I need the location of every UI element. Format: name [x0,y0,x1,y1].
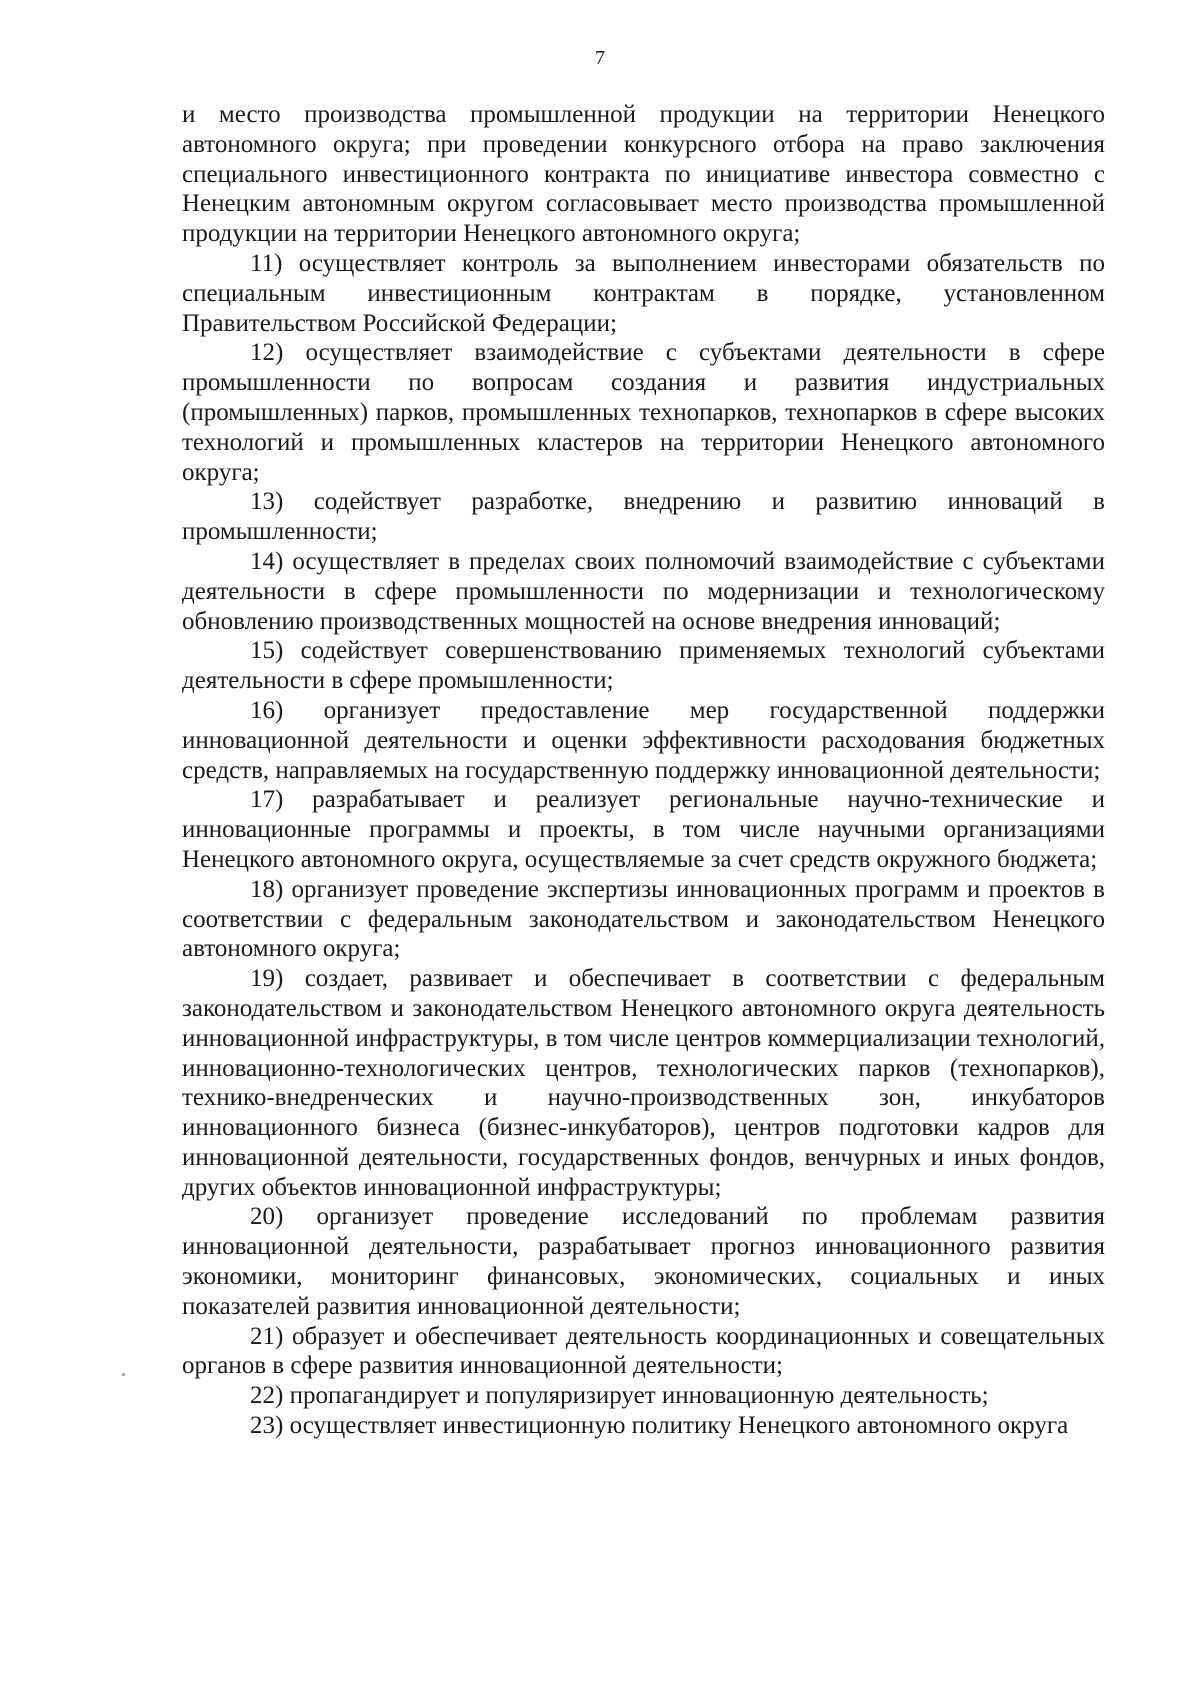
paragraph-item-14: 14) осуществляет в пределах своих полномочий взаимодействие с субъектами деятельности в сфере промышленности по модернизации и технологическому обновлению производственных мощностей на основе внедрения инноваций; [182,547,1105,635]
paragraph-item-11: 11) осуществляет контроль за выполнением инвесторами обязательств по специальным инвестиционным контрактам в порядке, установленном Правительством Российской Федерации; [182,249,1105,337]
paragraph-item-23: 23) осуществляет инвестиционную политику Ненецкого автономного округа [250,1412,1069,1440]
document-body [182,100,1105,1441]
paragraph-item-17: 17) разрабатывает и реализует региональные научно-технические и инновационные программы и проекты, в том числе научными организациями Ненецкого автономного округа, осуществляемые за счет средств окружного бюджета; [182,786,1105,873]
paragraph-continuation: и место производства промышленной продукции на территории Ненецкого автономного округа; при проведении конкурсного отбора на право заключения специального инвестиционного контракта по инициативе инвестора совместно с Ненецким автономным округом согласовывает место производства промышленной продукции на территории Ненецкого автономного округа; [182,101,1105,248]
paragraph-item-18: 18) организует проведение экспертизы инновационных программ и проектов в соответствии с федеральным законодательством и законодательством Ненецкого автономного округа; [182,875,1105,963]
paragraph-item-15: 15) содействует совершенствованию применяемых технологий субъектами деятельности в сфере промышленности; [182,637,1105,695]
paragraph-item-16: 16) организует предоставление мер государственной поддержки инновационной деятельности и оценки эффективности расходования бюджетных средств, направляемых на государственную поддержку инновационной деятельности; [182,696,1105,784]
paragraph-item-19: 19) создает, развивает и обеспечивает в соответствии с федеральным законодательством и законодательством Ненецкого автономного округа деятельность инновационной инфраструктуры, в том числе центров коммерциализации технологий, инновационно-технологических центров, технологических парков (технопарков), технико-внедренческих и научно-производственных зон, инкубаторов инновационного бизнеса (бизнес-инкубаторов), центров подготовки кадров для инновационной деятельности, государственных фондов, венчурных и иных фондов, других объектов инновационной инфраструктуры; [182,965,1105,1201]
page-number: 7 [595,47,605,69]
paragraph-item-12: 12) осуществляет взаимодействие с субъектами деятельности в сфере промышленности по вопросам создания и развития индустриальных (промышленных) парков, промышленных технопарков, технопарков в сфере высоких технологий и промышленных кластеров на территории Ненецкого автономного округа; [182,339,1105,486]
scan-speck [122,1373,125,1376]
paragraph-item-20: 20) организует проведение исследований по проблемам развития инновационной деятельности, разрабатывает прогноз инновационного развития экономики, мониторинг финансовых, экономических, социальных и иных показателей развития инновационной деятельности; [182,1203,1105,1320]
paragraph-item-13: 13) содействует разработке, внедрению и развитию инноваций в промышленности; [182,488,1105,546]
paragraph-item-22: 22) пропагандирует и популяризирует инновационную деятельность; [250,1382,989,1410]
paragraph-item-21: 21) образует и обеспечивает деятельность координационных и совещательных органов в сфере развития инновационной деятельности; [182,1322,1105,1380]
